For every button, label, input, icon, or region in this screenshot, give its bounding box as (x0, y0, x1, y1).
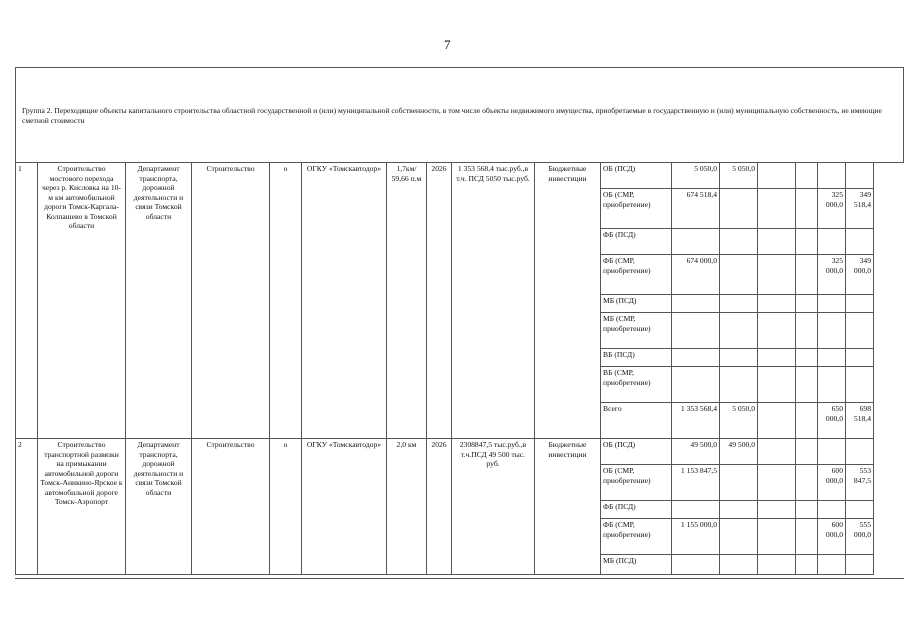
object-cost: 1 353 568,4 тыс.руб.,в т.ч. ПСД 5050 тыс.руб. (452, 163, 535, 439)
value-year-3 (796, 163, 818, 189)
value-total (672, 295, 720, 313)
value-year-1 (720, 465, 758, 501)
value-year-5: 555 000,0 (846, 519, 874, 555)
value-year-2 (758, 163, 796, 189)
value-total: 1 153 847,5 (672, 465, 720, 501)
value-year-5: 698 518,4 (846, 403, 874, 439)
funding-source: ВБ (ПСД) (601, 349, 672, 367)
object-investment-type: Бюджетные инвестиции (535, 439, 601, 575)
funding-source: МБ (СМР, приобретение) (601, 313, 672, 349)
object-investment-type: Бюджетные инвестиции (535, 163, 601, 439)
value-total (672, 349, 720, 367)
funding-source: ФБ (СМР, приобретение) (601, 255, 672, 295)
funding-source: МБ (ПСД) (601, 555, 672, 575)
value-year-4 (818, 367, 846, 403)
value-year-1 (720, 295, 758, 313)
value-year-2 (758, 229, 796, 255)
value-year-4: 600 000,0 (818, 465, 846, 501)
value-total: 674 000,0 (672, 255, 720, 295)
value-total (672, 229, 720, 255)
funding-source: ФБ (СМР, приобретение) (601, 519, 672, 555)
value-year-5 (846, 555, 874, 575)
objects-table (15, 162, 874, 575)
value-year-4 (818, 555, 846, 575)
funding-source: ОБ (ПСД) (601, 163, 672, 189)
object-cost: 2308847,5 тыс.руб.,в т.ч.ПСД 49 500 тыс. руб. (452, 439, 535, 575)
table-row (16, 163, 874, 189)
value-year-5 (846, 501, 874, 519)
funding-source: ФБ (ПСД) (601, 501, 672, 519)
value-year-3 (796, 367, 818, 403)
value-year-1 (720, 501, 758, 519)
value-year-1 (720, 519, 758, 555)
value-year-1 (720, 229, 758, 255)
object-customer: ОГКУ «Томскавтодор» (302, 163, 387, 439)
funding-source: ОБ (СМР, приобретение) (601, 465, 672, 501)
funding-source: Всего (601, 403, 672, 439)
funding-source: ОБ (ПСД) (601, 439, 672, 465)
value-year-5: 349 000,0 (846, 255, 874, 295)
value-year-1 (720, 349, 758, 367)
table-bottom-border (15, 578, 904, 579)
value-total: 674 518,4 (672, 189, 720, 229)
value-year-1: 5 050,0 (720, 403, 758, 439)
object-name: Строительство мостового перехода через р. Кисловка на 10-м км автомобильной дороги Томск-Каргала-Колпашево в Томской области (38, 163, 126, 439)
page-number: 7 (444, 37, 451, 52)
value-year-5 (846, 439, 874, 465)
object-number: 2 (16, 439, 38, 575)
funding-source: ФБ (ПСД) (601, 229, 672, 255)
value-year-1: 49 500,0 (720, 439, 758, 465)
value-year-3 (796, 255, 818, 295)
value-total: 49 500,0 (672, 439, 720, 465)
object-number: 1 (16, 163, 38, 439)
funding-source: ВБ (СМР, приобретение) (601, 367, 672, 403)
value-year-2 (758, 439, 796, 465)
value-total (672, 555, 720, 575)
value-year-4: 650 000,0 (818, 403, 846, 439)
value-year-3 (796, 403, 818, 439)
object-year: 2026 (427, 163, 452, 439)
value-year-5: 553 847,5 (846, 465, 874, 501)
object-department: Департамент транспорта, дорожной деятельности и связи Томской области (126, 163, 192, 439)
value-year-4 (818, 439, 846, 465)
object-work-type: Строительство (192, 439, 270, 575)
value-year-4 (818, 349, 846, 367)
value-year-2 (758, 403, 796, 439)
funding-source: ОБ (СМР, приобретение) (601, 189, 672, 229)
value-year-3 (796, 313, 818, 349)
value-year-2 (758, 367, 796, 403)
value-year-4 (818, 501, 846, 519)
value-total: 1 353 568,4 (672, 403, 720, 439)
value-year-5: 349 518,4 (846, 189, 874, 229)
value-year-4 (818, 313, 846, 349)
value-year-2 (758, 519, 796, 555)
value-year-2 (758, 501, 796, 519)
value-year-4: 325 000,0 (818, 255, 846, 295)
object-capacity: 1,7км/ 59,66 п.м (387, 163, 427, 439)
value-year-1: 5 050,0 (720, 163, 758, 189)
funding-source: МБ (ПСД) (601, 295, 672, 313)
value-year-1 (720, 367, 758, 403)
value-year-3 (796, 295, 818, 313)
value-year-3 (796, 229, 818, 255)
group-title: Группа 2. Переходящие объекты капитального строительства областной государственной и (или) муниципальной собственности, в том числе объекты недвижимого имущества, приобретаемые в государственную и (или) муниципальную собственность, не имеющие сметной стоимости (22, 106, 882, 125)
value-year-1 (720, 313, 758, 349)
value-total (672, 501, 720, 519)
value-total (672, 367, 720, 403)
value-total (672, 313, 720, 349)
object-customer: ОГКУ «Томскавтодор» (302, 439, 387, 575)
value-year-2 (758, 349, 796, 367)
value-total: 5 050,0 (672, 163, 720, 189)
value-year-4 (818, 295, 846, 313)
table-row (16, 439, 874, 465)
value-year-5 (846, 163, 874, 189)
value-year-5 (846, 313, 874, 349)
value-year-5 (846, 295, 874, 313)
value-year-1 (720, 555, 758, 575)
value-total: 1 155 000,0 (672, 519, 720, 555)
value-year-4 (818, 229, 846, 255)
value-year-2 (758, 313, 796, 349)
value-year-5 (846, 367, 874, 403)
object-capacity: 2,0 км (387, 439, 427, 575)
object-year: 2026 (427, 439, 452, 575)
value-year-3 (796, 465, 818, 501)
value-year-3 (796, 519, 818, 555)
value-year-4: 325 000,0 (818, 189, 846, 229)
value-year-3 (796, 501, 818, 519)
object-flag: о (270, 439, 302, 575)
value-year-2 (758, 465, 796, 501)
value-year-5 (846, 229, 874, 255)
value-year-3 (796, 555, 818, 575)
object-flag: о (270, 163, 302, 439)
object-name: Строительство транспортной развязки на примыкании автомобильной дороги Томск-Аникино-Ярское к автомобильной дороге Томск-Аэропорт (38, 439, 126, 575)
value-year-2 (758, 189, 796, 229)
value-year-1 (720, 189, 758, 229)
value-year-4 (818, 163, 846, 189)
value-year-4: 600 000,0 (818, 519, 846, 555)
value-year-3 (796, 439, 818, 465)
value-year-5 (846, 349, 874, 367)
value-year-2 (758, 555, 796, 575)
value-year-3 (796, 189, 818, 229)
object-department: Департамент транспорта, дорожной деятельности и связи Томской области (126, 439, 192, 575)
value-year-2 (758, 255, 796, 295)
object-work-type: Строительство (192, 163, 270, 439)
value-year-3 (796, 349, 818, 367)
value-year-1 (720, 255, 758, 295)
value-year-2 (758, 295, 796, 313)
